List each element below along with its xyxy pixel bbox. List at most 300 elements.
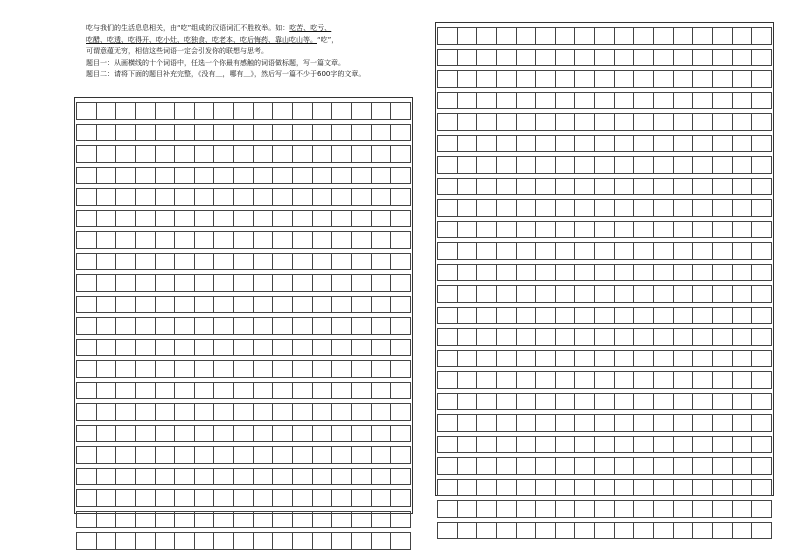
grid-cell (136, 512, 156, 528)
grid-cell (352, 318, 372, 334)
grid-cell (595, 308, 615, 324)
grid-cell (156, 490, 176, 506)
grid-cell (313, 512, 333, 528)
grid-row (76, 489, 411, 507)
grid-cell (752, 286, 772, 302)
grid-cell (352, 297, 372, 313)
grid-cell (575, 480, 595, 496)
grid-cell (97, 168, 117, 184)
grid-cell (273, 447, 293, 463)
grid-cell (615, 179, 635, 195)
grid-row (437, 135, 772, 153)
grid-cell (214, 103, 234, 119)
grid-cell (234, 103, 254, 119)
grid-cell (438, 136, 458, 152)
grid-cell (477, 437, 497, 453)
grid-cell (175, 189, 195, 205)
grid-cell (713, 372, 733, 388)
grid-cell (615, 523, 635, 539)
grid-row (437, 479, 772, 497)
grid-cell (352, 103, 372, 119)
grid-cell (332, 189, 352, 205)
grid-cell (313, 447, 333, 463)
grid-cell (234, 254, 254, 270)
grid-cell (733, 50, 753, 66)
grid-cell (674, 437, 694, 453)
grid-cell (713, 415, 733, 431)
grid-cell (175, 383, 195, 399)
grid-cell (517, 136, 537, 152)
grid-cell (536, 308, 556, 324)
grid-cell (615, 200, 635, 216)
grid-cell (234, 318, 254, 334)
grid-cell (332, 340, 352, 356)
grid-cell (332, 103, 352, 119)
grid-cell (391, 275, 411, 291)
grid-cell (136, 103, 156, 119)
grid-cell (615, 458, 635, 474)
grid-cell (293, 146, 313, 162)
grid-cell (156, 404, 176, 420)
grid-cell (733, 265, 753, 281)
grid-cell (497, 480, 517, 496)
grid-cell (234, 533, 254, 549)
grid-cell (654, 415, 674, 431)
grid-cell (438, 415, 458, 431)
grid-cell (497, 93, 517, 109)
essay-prompt (86, 23, 392, 81)
grid-cell (136, 469, 156, 485)
grid-cell (293, 254, 313, 270)
grid-cell (477, 179, 497, 195)
grid-cell (97, 275, 117, 291)
grid-cell (438, 372, 458, 388)
grid-cell (332, 426, 352, 442)
grid-cell (654, 243, 674, 259)
grid-cell (391, 512, 411, 528)
grid-cell (595, 50, 615, 66)
prompt-option-2: 题目二：请将下面的题目补充完整，《没有＿，哪有＿》，然后写一篇不少于600字的文章。 (86, 70, 366, 78)
grid-cell (116, 275, 136, 291)
grid-cell (477, 157, 497, 173)
grid-cell (713, 71, 733, 87)
grid-cell (116, 168, 136, 184)
grid-row (76, 446, 411, 464)
grid-cell (214, 490, 234, 506)
grid-cell (556, 93, 576, 109)
grid-cell (575, 372, 595, 388)
grid-cell (175, 318, 195, 334)
grid-cell (77, 211, 97, 227)
grid-cell (313, 361, 333, 377)
grid-cell (654, 179, 674, 195)
grid-cell (175, 297, 195, 313)
grid-cell (438, 243, 458, 259)
grid-cell (634, 437, 654, 453)
grid-cell (372, 189, 392, 205)
grid-cell (273, 254, 293, 270)
grid-cell (273, 275, 293, 291)
grid-cell (97, 426, 117, 442)
grid-cell (595, 179, 615, 195)
grid-cell (752, 243, 772, 259)
grid-cell (293, 426, 313, 442)
grid-cell (595, 523, 615, 539)
grid-cell (254, 361, 274, 377)
grid-cell (536, 501, 556, 517)
grid-cell (438, 179, 458, 195)
grid-cell (332, 232, 352, 248)
grid-cell (156, 426, 176, 442)
grid-cell (654, 136, 674, 152)
grid-cell (352, 232, 372, 248)
grid-cell (458, 243, 478, 259)
grid-cell (733, 437, 753, 453)
grid-cell (752, 157, 772, 173)
grid-cell (214, 275, 234, 291)
grid-cell (556, 351, 576, 367)
grid-cell (313, 340, 333, 356)
grid-cell (273, 125, 293, 141)
grid-cell (391, 447, 411, 463)
grid-cell (477, 372, 497, 388)
grid-cell (391, 168, 411, 184)
grid-cell (517, 157, 537, 173)
grid-cell (254, 297, 274, 313)
grid-cell (372, 318, 392, 334)
grid-cell (674, 50, 694, 66)
grid-cell (175, 146, 195, 162)
grid-cell (332, 512, 352, 528)
grid-cell (116, 146, 136, 162)
grid-cell (556, 28, 576, 44)
prompt-intro-a: 吃与我们的生活息息相关，由“吃”组成的汉语词汇不胜枚举。如： (86, 24, 290, 32)
grid-cell (654, 71, 674, 87)
grid-cell (654, 308, 674, 324)
grid-cell (293, 533, 313, 549)
grid-cell (175, 275, 195, 291)
grid-cell (136, 232, 156, 248)
grid-cell (234, 146, 254, 162)
grid-cell (517, 351, 537, 367)
grid-cell (733, 286, 753, 302)
grid-cell (458, 437, 478, 453)
grid-cell (97, 404, 117, 420)
grid-cell (214, 447, 234, 463)
grid-cell (116, 383, 136, 399)
grid-cell (477, 50, 497, 66)
grid-cell (293, 211, 313, 227)
grid-cell (234, 340, 254, 356)
grid-cell (615, 50, 635, 66)
grid-cell (654, 157, 674, 173)
grid-cell (536, 71, 556, 87)
grid-cell (733, 308, 753, 324)
grid-cell (634, 179, 654, 195)
grid-cell (254, 340, 274, 356)
grid-cell (674, 243, 694, 259)
grid-cell (752, 394, 772, 410)
grid-cell (438, 200, 458, 216)
grid-cell (372, 168, 392, 184)
grid-cell (97, 254, 117, 270)
grid-cell (654, 28, 674, 44)
grid-cell (234, 447, 254, 463)
grid-cell (254, 146, 274, 162)
grid-cell (234, 125, 254, 141)
grid-cell (575, 415, 595, 431)
grid-cell (575, 200, 595, 216)
grid-cell (195, 426, 215, 442)
grid-row (76, 274, 411, 292)
grid-cell (752, 265, 772, 281)
grid-cell (674, 372, 694, 388)
grid-cell (458, 222, 478, 238)
grid-cell (372, 447, 392, 463)
grid-cell (477, 415, 497, 431)
prompt-line-1 (86, 23, 392, 35)
grid-cell (674, 93, 694, 109)
grid-cell (156, 168, 176, 184)
grid-cell (517, 114, 537, 130)
grid-cell (477, 329, 497, 345)
grid-cell (595, 71, 615, 87)
grid-cell (214, 361, 234, 377)
grid-cell (195, 189, 215, 205)
grid-cell (536, 394, 556, 410)
grid-cell (556, 157, 576, 173)
grid-cell (234, 490, 254, 506)
grid-cell (313, 383, 333, 399)
grid-cell (752, 222, 772, 238)
grid-cell (273, 318, 293, 334)
grid-cell (273, 168, 293, 184)
grid-cell (693, 243, 713, 259)
grid-cell (752, 329, 772, 345)
writing-grid-right (435, 22, 774, 496)
grid-cell (615, 28, 635, 44)
grid-cell (536, 329, 556, 345)
grid-cell (497, 114, 517, 130)
grid-row (437, 285, 772, 303)
grid-cell (556, 136, 576, 152)
grid-cell (195, 275, 215, 291)
grid-cell (713, 179, 733, 195)
grid-cell (254, 383, 274, 399)
grid-cell (634, 93, 654, 109)
grid-cell (517, 71, 537, 87)
grid-cell (332, 125, 352, 141)
grid-cell (97, 490, 117, 506)
grid-cell (497, 415, 517, 431)
grid-cell (458, 71, 478, 87)
grid-cell (438, 286, 458, 302)
grid-cell (116, 447, 136, 463)
grid-cell (693, 523, 713, 539)
grid-cell (352, 189, 372, 205)
grid-row (76, 532, 411, 550)
grid-cell (214, 168, 234, 184)
grid-cell (713, 394, 733, 410)
grid-cell (372, 146, 392, 162)
grid-cell (458, 458, 478, 474)
grid-cell (352, 125, 372, 141)
grid-cell (234, 469, 254, 485)
grid-cell (136, 146, 156, 162)
grid-row (437, 242, 772, 260)
grid-cell (313, 297, 333, 313)
grid-cell (136, 340, 156, 356)
grid-cell (536, 93, 556, 109)
grid-cell (136, 533, 156, 549)
grid-cell (175, 447, 195, 463)
grid-cell (195, 146, 215, 162)
grid-cell (634, 200, 654, 216)
grid-cell (477, 200, 497, 216)
grid-cell (693, 265, 713, 281)
grid-cell (352, 168, 372, 184)
grid-cell (136, 125, 156, 141)
grid-cell (713, 93, 733, 109)
grid-cell (458, 480, 478, 496)
grid-cell (97, 469, 117, 485)
grid-cell (575, 93, 595, 109)
grid-cell (156, 232, 176, 248)
grid-cell (497, 372, 517, 388)
grid-cell (352, 469, 372, 485)
grid-cell (352, 254, 372, 270)
grid-cell (254, 103, 274, 119)
grid-cell (517, 523, 537, 539)
grid-row (76, 360, 411, 378)
grid-cell (536, 415, 556, 431)
grid-cell (752, 523, 772, 539)
grid-cell (234, 232, 254, 248)
grid-cell (634, 243, 654, 259)
grid-cell (752, 308, 772, 324)
grid-cell (595, 480, 615, 496)
grid-cell (438, 329, 458, 345)
grid-cell (391, 318, 411, 334)
grid-cell (575, 308, 595, 324)
grid-cell (733, 179, 753, 195)
grid-cell (595, 394, 615, 410)
grid-cell (332, 254, 352, 270)
grid-cell (136, 447, 156, 463)
grid-cell (575, 28, 595, 44)
grid-cell (136, 490, 156, 506)
grid-cell (77, 297, 97, 313)
grid-cell (372, 533, 392, 549)
grid-cell (654, 437, 674, 453)
grid-cell (77, 490, 97, 506)
grid-cell (195, 404, 215, 420)
grid-cell (752, 114, 772, 130)
grid-cell (517, 222, 537, 238)
grid-cell (332, 383, 352, 399)
grid-cell (497, 458, 517, 474)
grid-cell (556, 394, 576, 410)
grid-cell (214, 469, 234, 485)
grid-cell (634, 523, 654, 539)
grid-cell (391, 189, 411, 205)
grid-cell (273, 533, 293, 549)
prompt-examples-a: 吃苦、吃亏、 (289, 24, 332, 32)
grid-cell (136, 211, 156, 227)
grid-cell (693, 415, 713, 431)
grid-cell (391, 232, 411, 248)
grid-cell (458, 286, 478, 302)
grid-cell (195, 512, 215, 528)
grid-cell (116, 533, 136, 549)
grid-cell (293, 383, 313, 399)
grid-row (437, 199, 772, 217)
grid-cell (733, 329, 753, 345)
grid-cell (458, 157, 478, 173)
grid-cell (116, 340, 136, 356)
grid-cell (195, 447, 215, 463)
grid-cell (77, 254, 97, 270)
grid-cell (733, 415, 753, 431)
grid-row (437, 27, 772, 45)
grid-cell (458, 501, 478, 517)
grid-cell (175, 103, 195, 119)
grid-cell (654, 394, 674, 410)
grid-cell (438, 394, 458, 410)
grid-cell (372, 490, 392, 506)
grid-cell (575, 286, 595, 302)
grid-cell (214, 383, 234, 399)
grid-cell (693, 114, 713, 130)
grid-cell (733, 28, 753, 44)
grid-cell (517, 243, 537, 259)
grid-cell (438, 265, 458, 281)
grid-cell (77, 275, 97, 291)
grid-cell (674, 222, 694, 238)
grid-row (76, 145, 411, 163)
grid-cell (234, 512, 254, 528)
grid-cell (733, 458, 753, 474)
grid-row (76, 124, 411, 142)
grid-cell (654, 50, 674, 66)
grid-cell (273, 189, 293, 205)
grid-cell (693, 50, 713, 66)
grid-cell (332, 146, 352, 162)
grid-cell (438, 114, 458, 130)
grid-cell (97, 318, 117, 334)
grid-cell (175, 254, 195, 270)
grid-cell (733, 71, 753, 87)
grid-cell (352, 211, 372, 227)
grid-cell (77, 361, 97, 377)
grid-cell (575, 157, 595, 173)
grid-cell (615, 501, 635, 517)
grid-cell (497, 50, 517, 66)
grid-cell (391, 533, 411, 549)
grid-cell (536, 157, 556, 173)
grid-cell (77, 189, 97, 205)
grid-cell (556, 458, 576, 474)
grid-row (437, 92, 772, 110)
grid-cell (175, 340, 195, 356)
grid-cell (536, 351, 556, 367)
grid-cell (497, 200, 517, 216)
grid-cell (654, 286, 674, 302)
grid-cell (156, 512, 176, 528)
grid-cell (254, 512, 274, 528)
grid-cell (693, 329, 713, 345)
grid-cell (254, 404, 274, 420)
